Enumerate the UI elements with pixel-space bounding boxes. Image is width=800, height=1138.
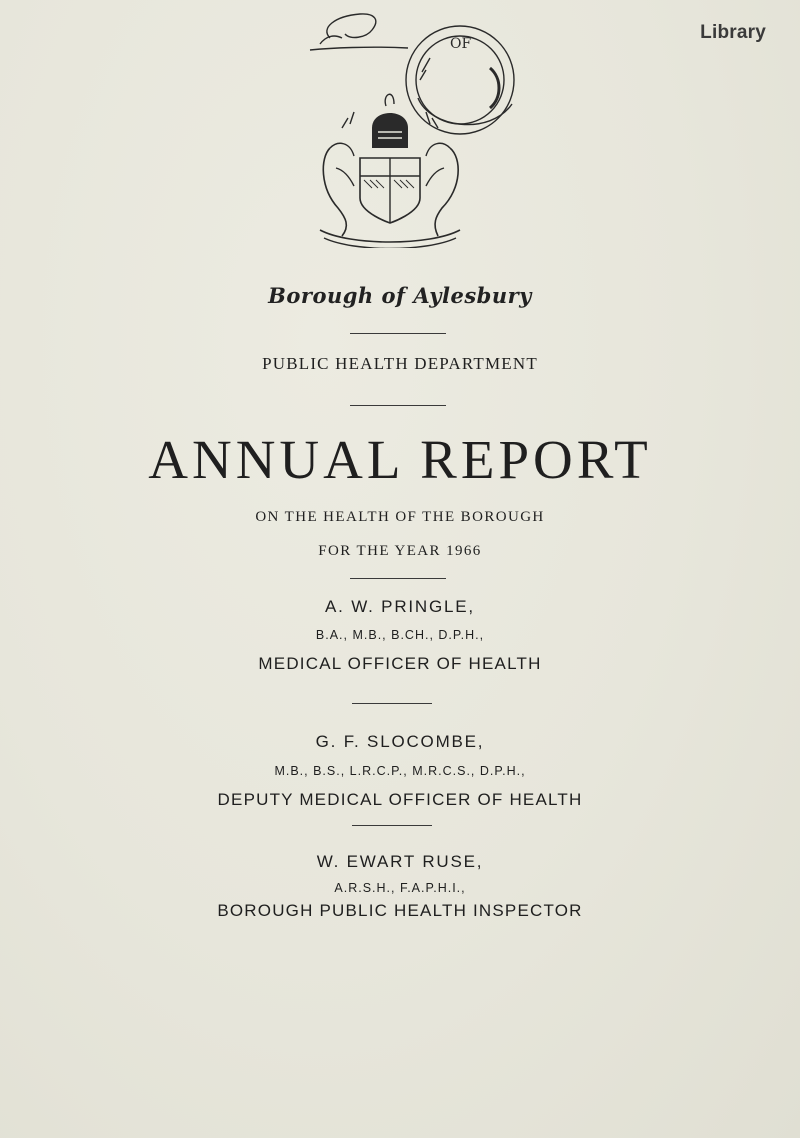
officer-role: BOROUGH PUBLIC HEALTH INSPECTOR — [217, 901, 583, 920]
report-subtitle-line-2: FOR THE YEAR 1966 — [318, 543, 482, 559]
report-subtitle-line-1: ON THE HEALTH OF THE BOROUGH — [255, 509, 545, 525]
officer-role: MEDICAL OFFICER OF HEALTH — [258, 654, 542, 673]
report-title: ANNUAL REPORT — [148, 429, 652, 490]
officer-qualifications: M.B., B.S., L.R.C.P., M.R.C.S., D.P.H., — [274, 764, 526, 778]
svg-text:OF: OF — [450, 36, 472, 52]
officer-name: W. EWART RUSE, — [316, 852, 484, 871]
divider — [352, 703, 432, 704]
department-title: PUBLIC HEALTH DEPARTMENT — [262, 354, 538, 373]
officer-qualifications: A.R.S.H., F.A.P.H.I., — [334, 881, 466, 895]
divider — [350, 578, 446, 579]
officer-name: G. F. SLOCOMBE, — [315, 732, 485, 751]
officer-role: DEPUTY MEDICAL OFFICER OF HEALTH — [217, 790, 583, 809]
officer-qualifications: B.A., M.B., B.CH., D.P.H., — [315, 628, 485, 642]
divider — [352, 825, 432, 826]
officer-name: A. W. PRINGLE, — [325, 597, 475, 616]
divider — [350, 333, 446, 334]
borough-crest-icon — [290, 8, 570, 248]
borough-title: Borough of Aylesbury — [268, 283, 532, 308]
library-stamp: Library — [700, 22, 766, 43]
divider — [350, 405, 446, 406]
